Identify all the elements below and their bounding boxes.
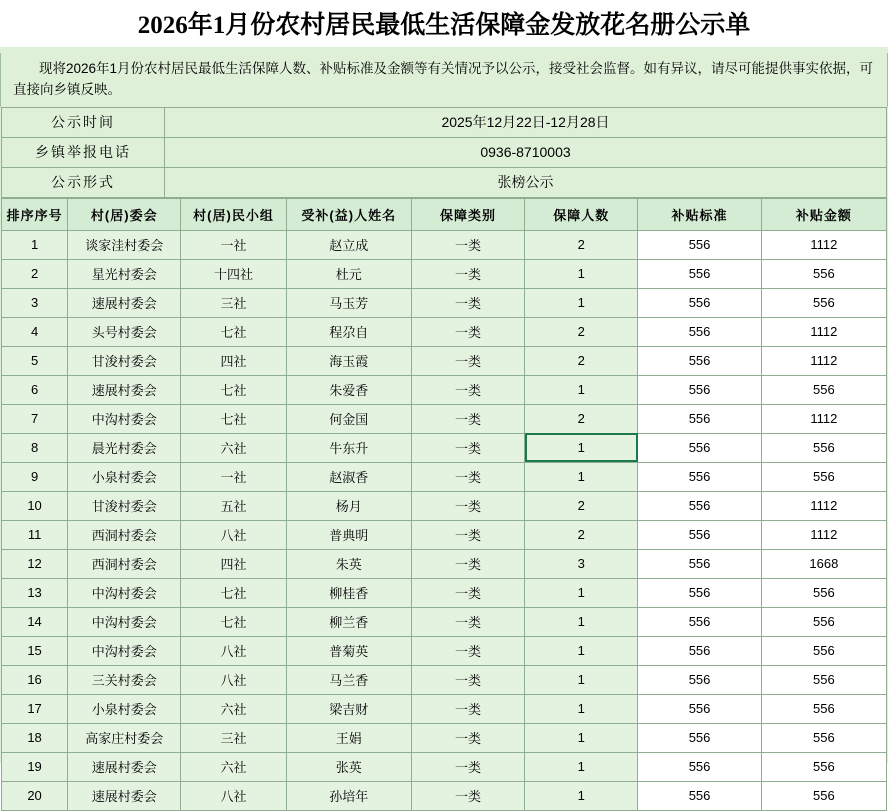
col-header-index: 排序序号 xyxy=(2,198,68,230)
table-cell[interactable]: 一类 xyxy=(411,259,524,288)
info-table xyxy=(1,107,887,198)
table-cell[interactable]: 3 xyxy=(525,549,638,578)
table-cell[interactable]: 一类 xyxy=(411,433,524,462)
table-cell[interactable]: 556 xyxy=(638,375,761,404)
table-cell[interactable]: 一类 xyxy=(411,462,524,491)
table-cell[interactable]: 三社 xyxy=(181,723,286,752)
info-row-hotline xyxy=(2,137,887,167)
table-cell[interactable]: 海玉霞 xyxy=(286,346,411,375)
table-row[interactable] xyxy=(2,665,887,694)
table-cell[interactable]: 556 xyxy=(638,520,761,549)
table-cell[interactable]: 何金国 xyxy=(286,404,411,433)
col-header-category: 保障类别 xyxy=(411,198,524,230)
table-cell[interactable]: 556 xyxy=(638,694,761,723)
table-cell[interactable]: 556 xyxy=(638,549,761,578)
table-cell[interactable]: 2 xyxy=(525,404,638,433)
table-row[interactable] xyxy=(2,491,887,520)
page-title: 2026年1月份农村居民最低生活保障金发放花名册公示单 xyxy=(137,12,751,39)
table-cell[interactable]: 14 xyxy=(2,607,68,636)
info-label-form: 公示形式 xyxy=(2,167,165,197)
table-cell[interactable]: 一类 xyxy=(411,288,524,317)
table-cell[interactable]: 一类 xyxy=(411,636,524,665)
table-cell[interactable]: 晨光村委会 xyxy=(68,433,181,462)
table-cell[interactable]: 556 xyxy=(761,578,886,607)
table-cell[interactable]: 1112 xyxy=(761,317,886,346)
table-cell[interactable]: 一类 xyxy=(411,520,524,549)
table-cell[interactable]: 16 xyxy=(2,665,68,694)
table-cell[interactable]: 马玉芳 xyxy=(286,288,411,317)
table-cell[interactable]: 甘浚村委会 xyxy=(68,491,181,520)
table-cell[interactable]: 1 xyxy=(525,694,638,723)
table-row[interactable] xyxy=(2,230,887,259)
col-header-subsidy-standard: 补贴标准 xyxy=(638,198,761,230)
table-cell[interactable]: 普典明 xyxy=(286,520,411,549)
table-body xyxy=(2,230,887,810)
table-cell[interactable]: 杨月 xyxy=(286,491,411,520)
table-cell[interactable]: 朱爱香 xyxy=(286,375,411,404)
notice-text: 现将2026年1月份农村居民最低生活保障人数、补贴标准及金额等有关情况予以公示，接受社会监督。如有异议，请尽可能提供事实依据，可直接向乡镇反映。 xyxy=(13,61,874,97)
table-cell[interactable]: 556 xyxy=(638,230,761,259)
table-cell[interactable]: 普菊英 xyxy=(286,636,411,665)
table-cell[interactable]: 556 xyxy=(638,781,761,810)
table-cell[interactable]: 1 xyxy=(525,665,638,694)
table-cell[interactable]: 一类 xyxy=(411,607,524,636)
table-cell[interactable]: 556 xyxy=(638,317,761,346)
table-cell[interactable]: 2 xyxy=(525,230,638,259)
table-cell[interactable]: 5 xyxy=(2,346,68,375)
table-row[interactable] xyxy=(2,288,887,317)
table-cell[interactable]: 一类 xyxy=(411,694,524,723)
table-cell[interactable]: 头号村委会 xyxy=(68,317,181,346)
table-cell[interactable]: 1 xyxy=(525,781,638,810)
table-cell[interactable]: 1 xyxy=(525,607,638,636)
table-cell[interactable]: 556 xyxy=(761,694,886,723)
table-cell[interactable]: 1 xyxy=(2,230,68,259)
table-cell[interactable]: 七社 xyxy=(181,375,286,404)
info-row-form xyxy=(2,167,887,197)
table-cell[interactable]: 一类 xyxy=(411,752,524,781)
table-cell[interactable]: 1 xyxy=(525,288,638,317)
table-cell[interactable]: 556 xyxy=(638,259,761,288)
table-cell[interactable]: 八社 xyxy=(181,665,286,694)
table-cell[interactable]: 梁吉财 xyxy=(286,694,411,723)
table-cell[interactable]: 王娟 xyxy=(286,723,411,752)
col-header-people-count: 保障人数 xyxy=(525,198,638,230)
table-cell[interactable]: 四社 xyxy=(181,346,286,375)
beneficiary-table xyxy=(1,198,887,811)
table-row[interactable] xyxy=(2,346,887,375)
table-cell[interactable]: 谈家洼村委会 xyxy=(68,230,181,259)
table-cell[interactable]: 1112 xyxy=(761,230,886,259)
table-cell[interactable]: 556 xyxy=(761,723,886,752)
table-cell[interactable]: 556 xyxy=(638,491,761,520)
table-cell[interactable]: 556 xyxy=(638,404,761,433)
table-cell[interactable]: 四社 xyxy=(181,549,286,578)
table-cell[interactable]: 2 xyxy=(525,346,638,375)
table-cell[interactable]: 高家庄村委会 xyxy=(68,723,181,752)
table-cell[interactable]: 中沟村委会 xyxy=(68,578,181,607)
info-value-public-period: 2025年12月22日-12月28日 xyxy=(165,107,887,137)
table-cell-selected[interactable]: 1 xyxy=(525,433,638,462)
table-cell[interactable]: 一社 xyxy=(181,230,286,259)
table-cell[interactable]: 中沟村委会 xyxy=(68,607,181,636)
table-cell[interactable]: 556 xyxy=(761,665,886,694)
table-cell[interactable]: 中沟村委会 xyxy=(68,636,181,665)
info-label-public-period: 公示时间 xyxy=(2,107,165,137)
table-cell[interactable]: 马兰香 xyxy=(286,665,411,694)
table-cell[interactable]: 一类 xyxy=(411,230,524,259)
table-cell[interactable]: 1112 xyxy=(761,346,886,375)
table-row[interactable] xyxy=(2,694,887,723)
table-cell[interactable]: 556 xyxy=(638,433,761,462)
table-cell[interactable]: 赵立成 xyxy=(286,230,411,259)
table-cell[interactable]: 星光村委会 xyxy=(68,259,181,288)
table-cell[interactable]: 13 xyxy=(2,578,68,607)
table-cell[interactable]: 西洞村委会 xyxy=(68,520,181,549)
table-cell[interactable]: 柳兰香 xyxy=(286,607,411,636)
table-cell[interactable]: 速展村委会 xyxy=(68,288,181,317)
table-cell[interactable]: 556 xyxy=(761,607,886,636)
table-row[interactable] xyxy=(2,404,887,433)
table-cell[interactable]: 1 xyxy=(525,578,638,607)
table-row[interactable] xyxy=(2,375,887,404)
table-cell[interactable]: 556 xyxy=(638,607,761,636)
table-cell[interactable]: 1668 xyxy=(761,549,886,578)
table-cell[interactable]: 孙培年 xyxy=(286,781,411,810)
table-cell[interactable]: 小泉村委会 xyxy=(68,694,181,723)
table-cell[interactable]: 1112 xyxy=(761,404,886,433)
table-row[interactable] xyxy=(2,781,887,810)
table-cell[interactable]: 3 xyxy=(2,288,68,317)
table-cell[interactable]: 七社 xyxy=(181,607,286,636)
table-cell[interactable]: 六社 xyxy=(181,433,286,462)
table-cell[interactable]: 五社 xyxy=(181,491,286,520)
table-row[interactable] xyxy=(2,433,887,462)
table-cell[interactable]: 八社 xyxy=(181,520,286,549)
table-cell[interactable]: 1 xyxy=(525,375,638,404)
table-cell[interactable]: 556 xyxy=(638,462,761,491)
table-cell[interactable]: 556 xyxy=(638,288,761,317)
table-cell[interactable]: 一类 xyxy=(411,404,524,433)
table-cell[interactable]: 556 xyxy=(761,462,886,491)
table-row[interactable] xyxy=(2,259,887,288)
table-cell[interactable]: 556 xyxy=(761,433,886,462)
table-cell[interactable]: 556 xyxy=(761,259,886,288)
table-cell[interactable]: 556 xyxy=(638,665,761,694)
table-cell[interactable]: 一类 xyxy=(411,723,524,752)
table-cell[interactable]: 556 xyxy=(761,752,886,781)
table-row[interactable] xyxy=(2,607,887,636)
table-cell[interactable]: 速展村委会 xyxy=(68,781,181,810)
table-cell[interactable]: 2 xyxy=(2,259,68,288)
table-cell[interactable]: 1112 xyxy=(761,491,886,520)
table-cell[interactable]: 六社 xyxy=(181,752,286,781)
table-cell[interactable]: 2 xyxy=(525,520,638,549)
table-cell[interactable]: 17 xyxy=(2,694,68,723)
table-cell[interactable]: 1 xyxy=(525,259,638,288)
table-header-row xyxy=(2,198,887,230)
table-cell[interactable]: 15 xyxy=(2,636,68,665)
table-cell[interactable]: 7 xyxy=(2,404,68,433)
table-cell[interactable]: 556 xyxy=(638,723,761,752)
table-row[interactable] xyxy=(2,520,887,549)
table-cell[interactable]: 556 xyxy=(638,578,761,607)
table-cell[interactable]: 七社 xyxy=(181,578,286,607)
table-cell[interactable]: 一类 xyxy=(411,549,524,578)
notice-paragraph xyxy=(0,53,888,107)
table-cell[interactable]: 一类 xyxy=(411,346,524,375)
table-cell[interactable]: 556 xyxy=(638,636,761,665)
table-cell[interactable]: 20 xyxy=(2,781,68,810)
col-header-subsidy-amount: 补贴金额 xyxy=(761,198,886,230)
table-cell[interactable]: 杜元 xyxy=(286,259,411,288)
table-cell[interactable]: 程尕自 xyxy=(286,317,411,346)
table-cell[interactable]: 556 xyxy=(761,636,886,665)
table-cell[interactable]: 1 xyxy=(525,636,638,665)
info-value-hotline: 0936-8710003 xyxy=(165,137,887,167)
table-cell[interactable]: 十四社 xyxy=(181,259,286,288)
table-row[interactable] xyxy=(2,462,887,491)
table-cell[interactable]: 10 xyxy=(2,491,68,520)
table-cell[interactable]: 七社 xyxy=(181,404,286,433)
table-cell[interactable]: 一类 xyxy=(411,375,524,404)
table-cell[interactable]: 六社 xyxy=(181,694,286,723)
table-row[interactable] xyxy=(2,549,887,578)
table-cell[interactable]: 556 xyxy=(638,346,761,375)
table-cell[interactable]: 556 xyxy=(638,752,761,781)
table-cell[interactable]: 三关村委会 xyxy=(68,665,181,694)
table-cell[interactable]: 八社 xyxy=(181,636,286,665)
table-cell[interactable]: 4 xyxy=(2,317,68,346)
table-row[interactable] xyxy=(2,317,887,346)
col-header-recipient-name: 受补(益)人姓名 xyxy=(286,198,411,230)
table-cell[interactable]: 八社 xyxy=(181,781,286,810)
table-cell[interactable]: 一社 xyxy=(181,462,286,491)
table-row[interactable] xyxy=(2,578,887,607)
table-cell[interactable]: 三社 xyxy=(181,288,286,317)
table-cell[interactable]: 一类 xyxy=(411,578,524,607)
table-cell[interactable]: 11 xyxy=(2,520,68,549)
table-cell[interactable]: 6 xyxy=(2,375,68,404)
table-cell[interactable]: 速展村委会 xyxy=(68,752,181,781)
info-value-form: 张榜公示 xyxy=(165,167,887,197)
table-cell[interactable]: 一类 xyxy=(411,665,524,694)
table-cell[interactable]: 一类 xyxy=(411,491,524,520)
table-cell[interactable]: 1112 xyxy=(761,520,886,549)
col-header-village-committee: 村(居)委会 xyxy=(68,198,181,230)
table-cell[interactable]: 9 xyxy=(2,462,68,491)
table-cell[interactable]: 张英 xyxy=(286,752,411,781)
table-cell[interactable]: 1 xyxy=(525,462,638,491)
table-cell[interactable]: 18 xyxy=(2,723,68,752)
table-row[interactable] xyxy=(2,636,887,665)
table-cell[interactable]: 赵淑香 xyxy=(286,462,411,491)
table-cell[interactable]: 19 xyxy=(2,752,68,781)
table-cell[interactable]: 柳桂香 xyxy=(286,578,411,607)
col-header-village-group: 村(居)民小组 xyxy=(181,198,286,230)
table-cell[interactable]: 8 xyxy=(2,433,68,462)
table-cell[interactable]: 556 xyxy=(761,288,886,317)
table-cell[interactable]: 西洞村委会 xyxy=(68,549,181,578)
info-label-hotline: 乡镇举报电话 xyxy=(2,137,165,167)
table-cell[interactable]: 七社 xyxy=(181,317,286,346)
table-cell[interactable]: 2 xyxy=(525,317,638,346)
table-cell[interactable]: 556 xyxy=(761,375,886,404)
table-cell[interactable]: 一类 xyxy=(411,781,524,810)
table-cell[interactable]: 牛东升 xyxy=(286,433,411,462)
table-row[interactable] xyxy=(2,752,887,781)
table-cell[interactable]: 中沟村委会 xyxy=(68,404,181,433)
table-cell[interactable]: 1 xyxy=(525,723,638,752)
table-cell[interactable]: 12 xyxy=(2,549,68,578)
info-row-public-period xyxy=(2,107,887,137)
table-row[interactable] xyxy=(2,723,887,752)
table-cell[interactable]: 朱英 xyxy=(286,549,411,578)
table-cell[interactable]: 一类 xyxy=(411,317,524,346)
table-cell[interactable]: 速展村委会 xyxy=(68,375,181,404)
table-cell[interactable]: 2 xyxy=(525,491,638,520)
document-title-bar xyxy=(0,0,888,47)
table-cell[interactable]: 甘浚村委会 xyxy=(68,346,181,375)
table-cell[interactable]: 小泉村委会 xyxy=(68,462,181,491)
table-cell[interactable]: 556 xyxy=(761,781,886,810)
table-cell[interactable]: 1 xyxy=(525,752,638,781)
